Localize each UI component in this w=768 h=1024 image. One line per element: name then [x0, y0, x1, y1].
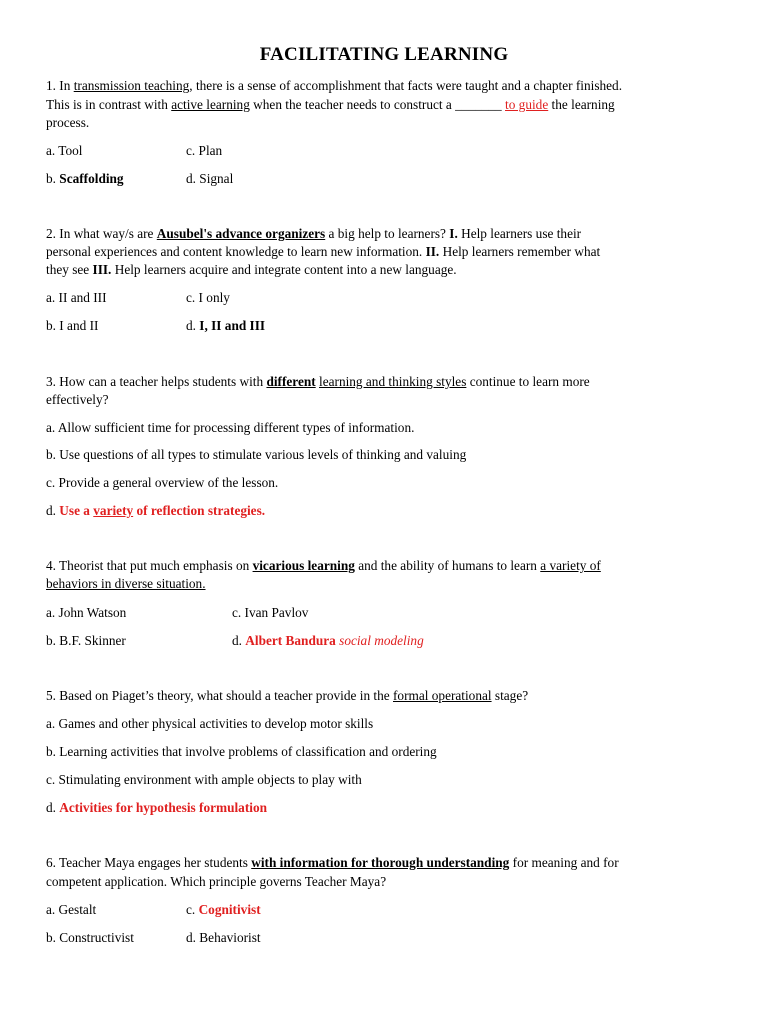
option-c-answer: c. Cognitivist: [186, 902, 261, 917]
option-c: c. Provide a general overview of the lesson.: [46, 475, 279, 490]
option-c: c. Ivan Pavlov: [232, 605, 309, 620]
question-2-line-1: 2. In what way/s are Ausubel's advance organizers a big help to learners? I. Help learners use their: [46, 226, 582, 241]
term-different: different: [266, 374, 316, 389]
question-2-line-3: they see III. Help learners acquire and integrate content into a new language.: [46, 262, 457, 277]
term-ausubel: Ausubel's advance organizers: [156, 226, 326, 241]
option-d: d. Behaviorist: [186, 930, 261, 945]
option-b: b. Learning activities that involve problems of classification and ordering: [46, 744, 437, 759]
question-4-line-2: behaviors in diverse situation.: [46, 576, 206, 591]
question-3-line-1: 3. How can a teacher helps students with different learning and thinking styles continue to learn more: [46, 374, 590, 389]
option-c: c. Stimulating environment with ample objects to play with: [46, 772, 362, 787]
question-6-line-2: competent application. Which principle governs Teacher Maya?: [46, 874, 387, 889]
option-b: b. I and II: [46, 318, 99, 333]
option-d: d. Signal: [186, 171, 234, 186]
answer-blank: _______: [455, 97, 502, 112]
option-d-answer: d. I, II and III: [186, 318, 266, 333]
question-3-line-2: effectively?: [46, 392, 109, 407]
option-b: b. Use questions of all types to stimulate various levels of thinking and valuing: [46, 447, 467, 462]
option-c: c. Plan: [186, 143, 223, 158]
page-title: FACILITATING LEARNING: [259, 44, 509, 65]
option-a: a. Games and other physical activities to develop motor skills: [46, 716, 374, 731]
term-transmission-teaching: transmission teaching: [73, 78, 190, 93]
question-6-line-1: 6. Teacher Maya engages her students with information for thorough understanding for meaning and for: [46, 855, 619, 870]
option-d-answer: d. Use a variety of reflection strategies.: [46, 503, 266, 518]
term-learning-styles: learning and thinking styles: [319, 374, 467, 389]
option-d-answer: d. Activities for hypothesis formulation: [46, 800, 267, 815]
option-a: a. Gestalt: [46, 902, 97, 917]
option-b-answer: b. Scaffolding: [46, 171, 124, 186]
question-1-line-3: process.: [46, 115, 90, 130]
option-a: a. Allow sufficient time for processing different types of information.: [46, 420, 415, 435]
question-4-line-1: 4. Theorist that put much emphasis on vicarious learning and the ability of humans to learn a variety of: [46, 558, 601, 573]
option-c: c. I only: [186, 290, 230, 305]
term-vicarious-learning: vicarious learning: [252, 558, 355, 573]
question-2-line-2: personal experiences and content knowledge to learn new information. II. Help learners remember what: [46, 244, 601, 259]
question-5-line-1: 5. Based on Piaget’s theory, what should a teacher provide in the formal operational stage?: [46, 688, 529, 703]
option-b: b. B.F. Skinner: [46, 633, 126, 648]
option-b: b. Constructivist: [46, 930, 134, 945]
answer-hint-to-guide: to guide: [505, 97, 549, 112]
option-a: a. II and III: [46, 290, 107, 305]
option-a: a. Tool: [46, 143, 83, 158]
question-1-line-2: This is in contrast with active learning when the teacher needs to construct a _______ to guide the learning: [46, 97, 615, 112]
term-formal-operational: formal operational: [393, 688, 492, 703]
term-thorough-understanding: with information for thorough understanding: [251, 855, 510, 870]
option-a: a. John Watson: [46, 605, 127, 620]
option-d-answer: d. Albert Bandura social modeling: [232, 633, 424, 648]
question-1-line-1: 1. In transmission teaching, there is a sense of accomplishment that facts were taught and a chapter finished.: [46, 78, 623, 93]
term-active-learning: active learning: [171, 97, 250, 112]
